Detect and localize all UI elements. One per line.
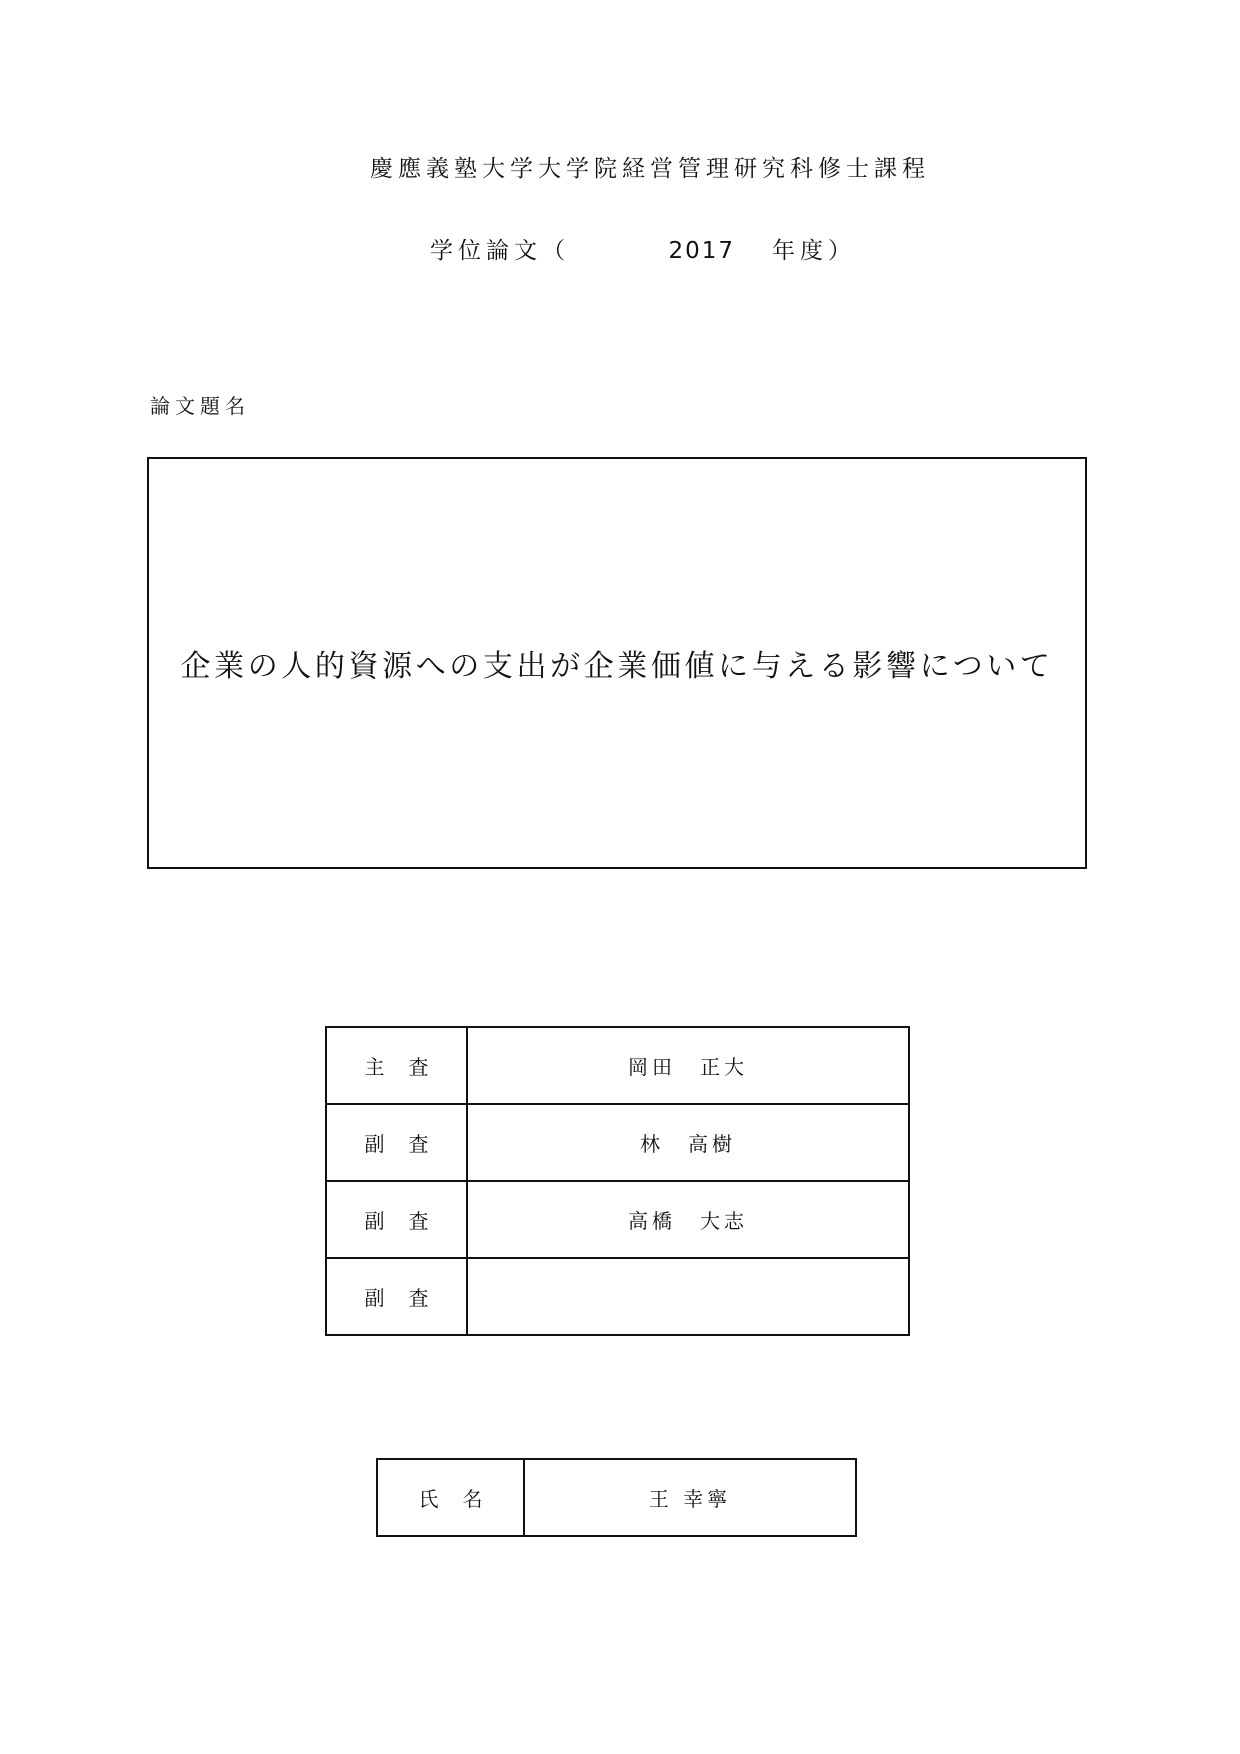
- table-row: [326, 1258, 909, 1335]
- degree-suffix: 年度）: [771, 238, 856, 264]
- examiner-table: [325, 1026, 910, 1336]
- table-row: [326, 1027, 909, 1104]
- degree-year: 2017: [668, 238, 736, 264]
- degree-prefix: 学位論文（: [430, 238, 570, 264]
- university-program-heading: 慶應義塾大学大学院経営管理研究科修士課程: [370, 156, 930, 182]
- examiner-name: [467, 1258, 909, 1335]
- degree-year-line: [430, 232, 856, 265]
- examiner-name: 岡田 正大: [467, 1027, 909, 1104]
- table-row: [377, 1459, 856, 1536]
- thesis-title-label: 論文題名: [150, 394, 250, 418]
- examiner-role: 主査: [326, 1027, 467, 1104]
- examiner-name: 高橋 大志: [467, 1181, 909, 1258]
- author-name: 王 幸寧: [524, 1459, 856, 1536]
- examiner-role: 副査: [326, 1181, 467, 1258]
- thesis-title-box: [147, 457, 1087, 869]
- examiner-role: 副査: [326, 1258, 467, 1335]
- author-table: [376, 1458, 857, 1537]
- table-row: [326, 1104, 909, 1181]
- author-label: 氏名: [377, 1459, 524, 1536]
- thesis-title: 企業の人的資源への支出が企業価値に与える影響について: [180, 649, 1054, 684]
- table-row: [326, 1181, 909, 1258]
- examiner-name: 林 高樹: [467, 1104, 909, 1181]
- examiner-role: 副査: [326, 1104, 467, 1181]
